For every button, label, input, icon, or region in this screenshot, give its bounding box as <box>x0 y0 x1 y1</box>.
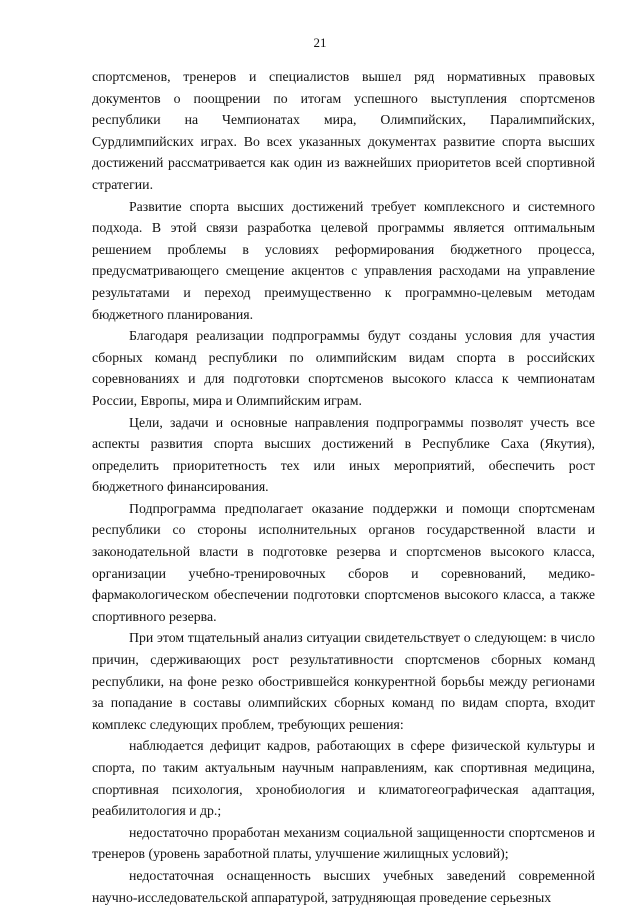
document-body <box>92 66 595 908</box>
paragraph-development-approach: Развитие спорта высших достижений требует комплексного и системного подхода. В этой связи разработка целевой программы является оптимальным решением проблемы в условиях реформирования бюджетного процесса, предусматривающего смещение акцентов с управления расходами на управление результатами и переход преимущественно к программно-целевым методам бюджетного планирования. <box>92 198 595 322</box>
paragraph-analysis: При этом тщательный анализ ситуации свидетельствует о следующем: в число причин, сдерживающих рост результативности спортсменов сборных команд республики, на фоне резко обострившейся конкурентной борьбы между регионами за попадание в составы олимпийских сборных команд по видам спорта, входит комплекс следующих проблем, требующих решения: <box>92 630 595 732</box>
paragraph-continuation: спортсменов, тренеров и специалистов вышел ряд нормативных правовых документов о поощрении по итогам успешного выступления спортсменов республики на Чемпионатах мира, Олимпийских, Паралимпийских, Сурдлимпийских играх. Во всех указанных документах развитие спорта высших достижений рассматривается как один из важнейших приоритетов всей спортивной стратегии. <box>92 69 595 192</box>
paragraph-goals: Цели, задачи и основные направления подпрограммы позволят учесть все аспекты развития спорта высших достижений в Республике Саха (Якутия), определить приоритетность тех или иных мероприятий, обеспечить рост бюджетного финансирования. <box>92 414 595 495</box>
list-item-equipment: недостаточная оснащенность высших учебных заведений современной научно-исследовательской аппаратурой, затрудняющая проведение серьезных <box>92 867 595 905</box>
page-number: 21 <box>313 35 327 50</box>
paragraph-support: Подпрограмма предполагает оказание поддержки и помощи спортсменам республики со стороны исполнительных органов государственной власти и законодательной власти в подготовке резерва и спортсменов высокого класса, организации учебно-тренировочных сборов и соревнований, медико-фармакологическом обеспечении подготовки спортсменов высокого класса, а также спортивного резерва. <box>92 500 595 624</box>
list-item-social-protection: недостаточно проработан механизм социальной защищенности спортсменов и тренеров (уровень заработной платы, улучшение жилищных условий); <box>92 824 595 862</box>
list-item-staff-deficit: наблюдается дефицит кадров, работающих в сфере физической культуры и спорта, по таким актуальным научным направлениям, как спортивная медицина, спортивная психология, хронобиология и климатогеографическая адаптация, реабилитология и др.; <box>92 738 595 819</box>
paragraph-subprogram-conditions: Благодаря реализации подпрограммы будут созданы условия для участия сборных команд республики по олимпийским видам спорта в российских соревнованиях и для подготовки спортсменов высокого класса к чемпионатам России, Европы, мира и Олимпийским играм. <box>92 328 595 408</box>
